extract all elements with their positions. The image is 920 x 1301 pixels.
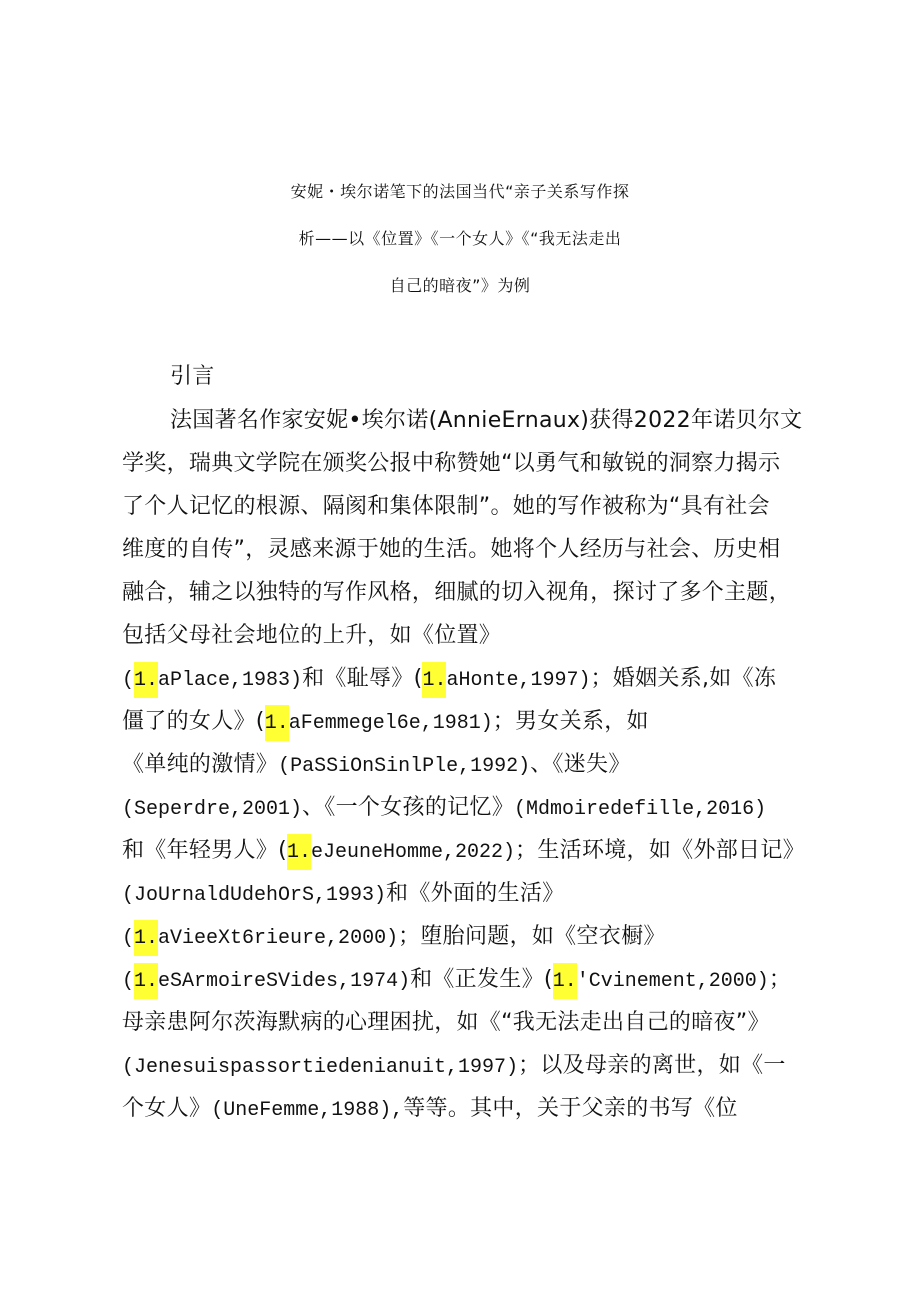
citation-text: aHonte,1997) <box>446 669 591 692</box>
citation-text: eJeuneHomme,2022) <box>311 841 516 864</box>
inline-text: 僵了的女人》( <box>122 709 265 734</box>
citation-paren: ( <box>122 669 135 692</box>
highlight-mark: 1. <box>134 963 158 999</box>
paragraph-line <box>122 920 666 956</box>
paragraph-line <box>122 834 805 870</box>
paragraph-line: 包括父母社会地位的上升，如《位置》 <box>122 623 502 648</box>
citation-paren: ( <box>122 927 135 950</box>
section-heading: 引言 <box>170 364 215 389</box>
paragraph-line <box>122 963 791 999</box>
paragraph-line: 维度的自传”，灵感来源于她的生活。她将个人经历与社会、历史相 <box>122 537 781 562</box>
highlight-mark: 1. <box>265 705 289 741</box>
title-line-2: 析——以《位置》《一个女人》《“我无法走出 <box>298 229 622 248</box>
paragraph-line: 法国著名作家安妮•埃尔诺(AnnieErnaux)获得2022年诺贝尔文 <box>170 408 803 433</box>
paragraph-line <box>122 1049 786 1085</box>
inline-text: ；婚姻关系,如《冻 <box>590 666 777 691</box>
inline-text: 、《迷失》 <box>530 752 631 777</box>
inline-text: 个女人》 <box>122 1096 212 1121</box>
citation-text: (Mdmoiredefille,2016) <box>514 798 767 821</box>
title-line-1: 安妮・埃尔诺笔下的法国当代“亲子关系写作探 <box>290 182 630 201</box>
paragraph-line <box>122 791 766 827</box>
paragraph-line <box>122 705 649 741</box>
inline-text: ；以及母亲的离世，如《一 <box>518 1053 786 1078</box>
inline-text: 和《正发生》( <box>410 967 553 992</box>
citation-text: (JoUrnaldUdehOrS,1993) <box>122 884 387 907</box>
title-line-3: 自己的暗夜”》为例 <box>389 276 531 295</box>
citation-text: (Jenesuispassortiedenianuit,1997) <box>122 1056 519 1079</box>
citation-text: (PaSSiOnSinlPle,1992) <box>278 755 531 778</box>
citation-text: eSArmoireSVides,1974) <box>158 970 411 993</box>
citation-text: aVieeXt6rieure,2000) <box>158 927 399 950</box>
highlight-mark: 1. <box>422 662 446 698</box>
paragraph-line: 了个人记忆的根源、隔阂和集体限制”。她的写作被称为“具有社会 <box>122 494 770 519</box>
inline-text: 等等。其中，关于父亲的书写《位 <box>403 1096 738 1121</box>
paragraph-line <box>122 877 564 913</box>
inline-text: 、《一个女孩的记忆》 <box>302 795 515 820</box>
citation-text: (UneFemme,1988), <box>211 1099 404 1122</box>
inline-text: 和《年轻男人》( <box>122 838 287 863</box>
paragraph-line <box>122 748 631 784</box>
citation-text: aFemmegel6e,1981) <box>288 712 493 735</box>
inline-text: ；堕胎问题，如《空衣橱》 <box>398 924 666 949</box>
citation-paren: ( <box>122 970 135 993</box>
highlight-mark: 1. <box>134 920 158 956</box>
inline-text: 和《耻辱》( <box>302 666 423 691</box>
highlight-mark: 1. <box>134 662 158 698</box>
citation-text: aPlace,1983) <box>158 669 303 692</box>
paragraph-line: 母亲患阿尔茨海默病的心理困扰，如《“我无法走出自己的暗夜”》 <box>122 1010 770 1035</box>
inline-text: ；生活环境，如《外部日记》 <box>515 838 805 863</box>
highlight-mark: 1. <box>553 963 577 999</box>
inline-text: 《单纯的激情》 <box>122 752 279 777</box>
inline-text: ；男女关系，如 <box>492 709 649 734</box>
paragraph-line <box>122 1092 738 1128</box>
inline-text: ； <box>768 967 792 992</box>
inline-text: 和《外面的生活》 <box>386 881 565 906</box>
highlight-mark: 1. <box>287 834 311 870</box>
citation-text: (Seperdre,2001) <box>122 798 303 821</box>
paragraph-line: 融合，辅之以独特的写作风格，细腻的切入视角，探讨了多个主题， <box>122 580 792 605</box>
paragraph-line <box>122 662 776 698</box>
paragraph-line: 学奖，瑞典文学院在颁奖公报中称赞她“以勇气和敏锐的洞察力揭示 <box>122 451 781 476</box>
citation-text: 'Cvinement,2000) <box>576 970 769 993</box>
